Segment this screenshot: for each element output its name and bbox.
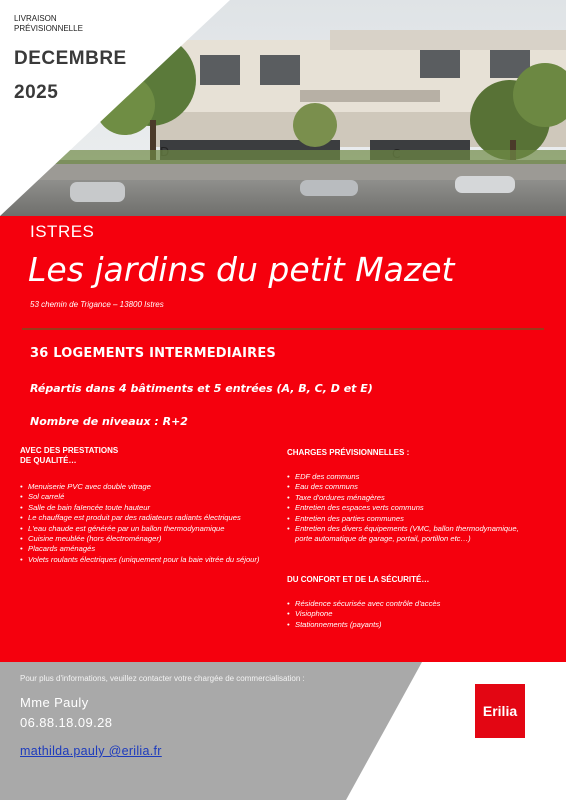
delivery-label-line2: PRÉVISIONNELLE — [14, 24, 83, 33]
features-heading-line1: AVEC DES PRESTATIONS — [20, 446, 119, 455]
contact-name: Mme Pauly — [20, 695, 89, 710]
list-item: • Volets roulants électriques (uniquement pour la baie vitrée du séjour) — [20, 555, 265, 565]
section-divider — [22, 328, 544, 330]
list-item: • Visiophone — [287, 609, 537, 619]
list-item: • Salle de bain faïencée toute hauteur — [20, 503, 265, 513]
list-item: • Sol carrelé — [20, 492, 265, 502]
list-item: • L'eau chaude est générée par un ballon thermodynamique — [20, 524, 265, 534]
list-item: • Placards aménagés — [20, 544, 265, 554]
contact-intro: Pour plus d'informations, veuillez contacter votre chargée de commercialisation : — [20, 674, 305, 683]
delivery-date-block — [14, 14, 127, 104]
erilia-logo: Erilia — [475, 684, 525, 738]
program-title: Les jardins du petit Mazet — [28, 250, 455, 289]
program-panel — [0, 216, 566, 662]
charges-heading: CHARGES PRÉVISIONNELLES : — [287, 448, 410, 457]
delivery-year: 2025 — [14, 82, 59, 103]
units-count: 36 LOGEMENTS INTERMEDIAIRES — [30, 346, 276, 361]
list-item: • Le chauffage est produit par des radiateurs radiants électriques — [20, 513, 265, 523]
features-list — [20, 482, 265, 565]
list-item: • Entretien des espaces verts communs — [287, 503, 537, 513]
list-item: • Entretien des parties communes — [287, 514, 537, 524]
contact-block — [20, 674, 305, 760]
levels-info: Nombre de niveaux : R+2 — [30, 415, 188, 428]
contact-phone[interactable]: 06.88.18.09.28 — [20, 715, 113, 730]
list-item: • Taxe d'ordures ménagères — [287, 493, 537, 503]
list-item: • Menuiserie PVC avec double vitrage — [20, 482, 265, 492]
buildings-info: Répartis dans 4 bâtiments et 5 entrées (A, B, C, D et E) — [30, 382, 373, 395]
charges-list — [287, 472, 537, 545]
list-item: • Stationnements (payants) — [287, 620, 537, 630]
list-item: • EDF des communs — [287, 472, 537, 482]
delivery-label-line1: LIVRAISON — [14, 14, 57, 23]
list-item: • Entretien des divers équipements (VMC, ballon thermodynamique, porte automatique de garage, portail, portillon etc…) — [287, 524, 537, 545]
list-item: • Eau des communs — [287, 482, 537, 492]
features-column — [20, 446, 265, 565]
comfort-heading: DU CONFORT ET DE LA SÉCURITÉ… — [287, 574, 430, 584]
delivery-month: DECEMBRE — [14, 48, 127, 69]
comfort-list — [287, 599, 537, 630]
features-heading-line2: DE QUALITÉ… — [20, 456, 77, 465]
charges-column — [287, 448, 537, 630]
city-name: ISTRES — [30, 222, 95, 241]
program-address: 53 chemin de Trigance – 13800 Istres — [30, 300, 164, 309]
list-item: • Cuisine meublée (hors électroménager) — [20, 534, 265, 544]
list-item: • Résidence sécurisée avec contrôle d'accès — [287, 599, 537, 609]
contact-email-link[interactable]: mathilda.pauly @erilia.fr — [20, 744, 162, 758]
